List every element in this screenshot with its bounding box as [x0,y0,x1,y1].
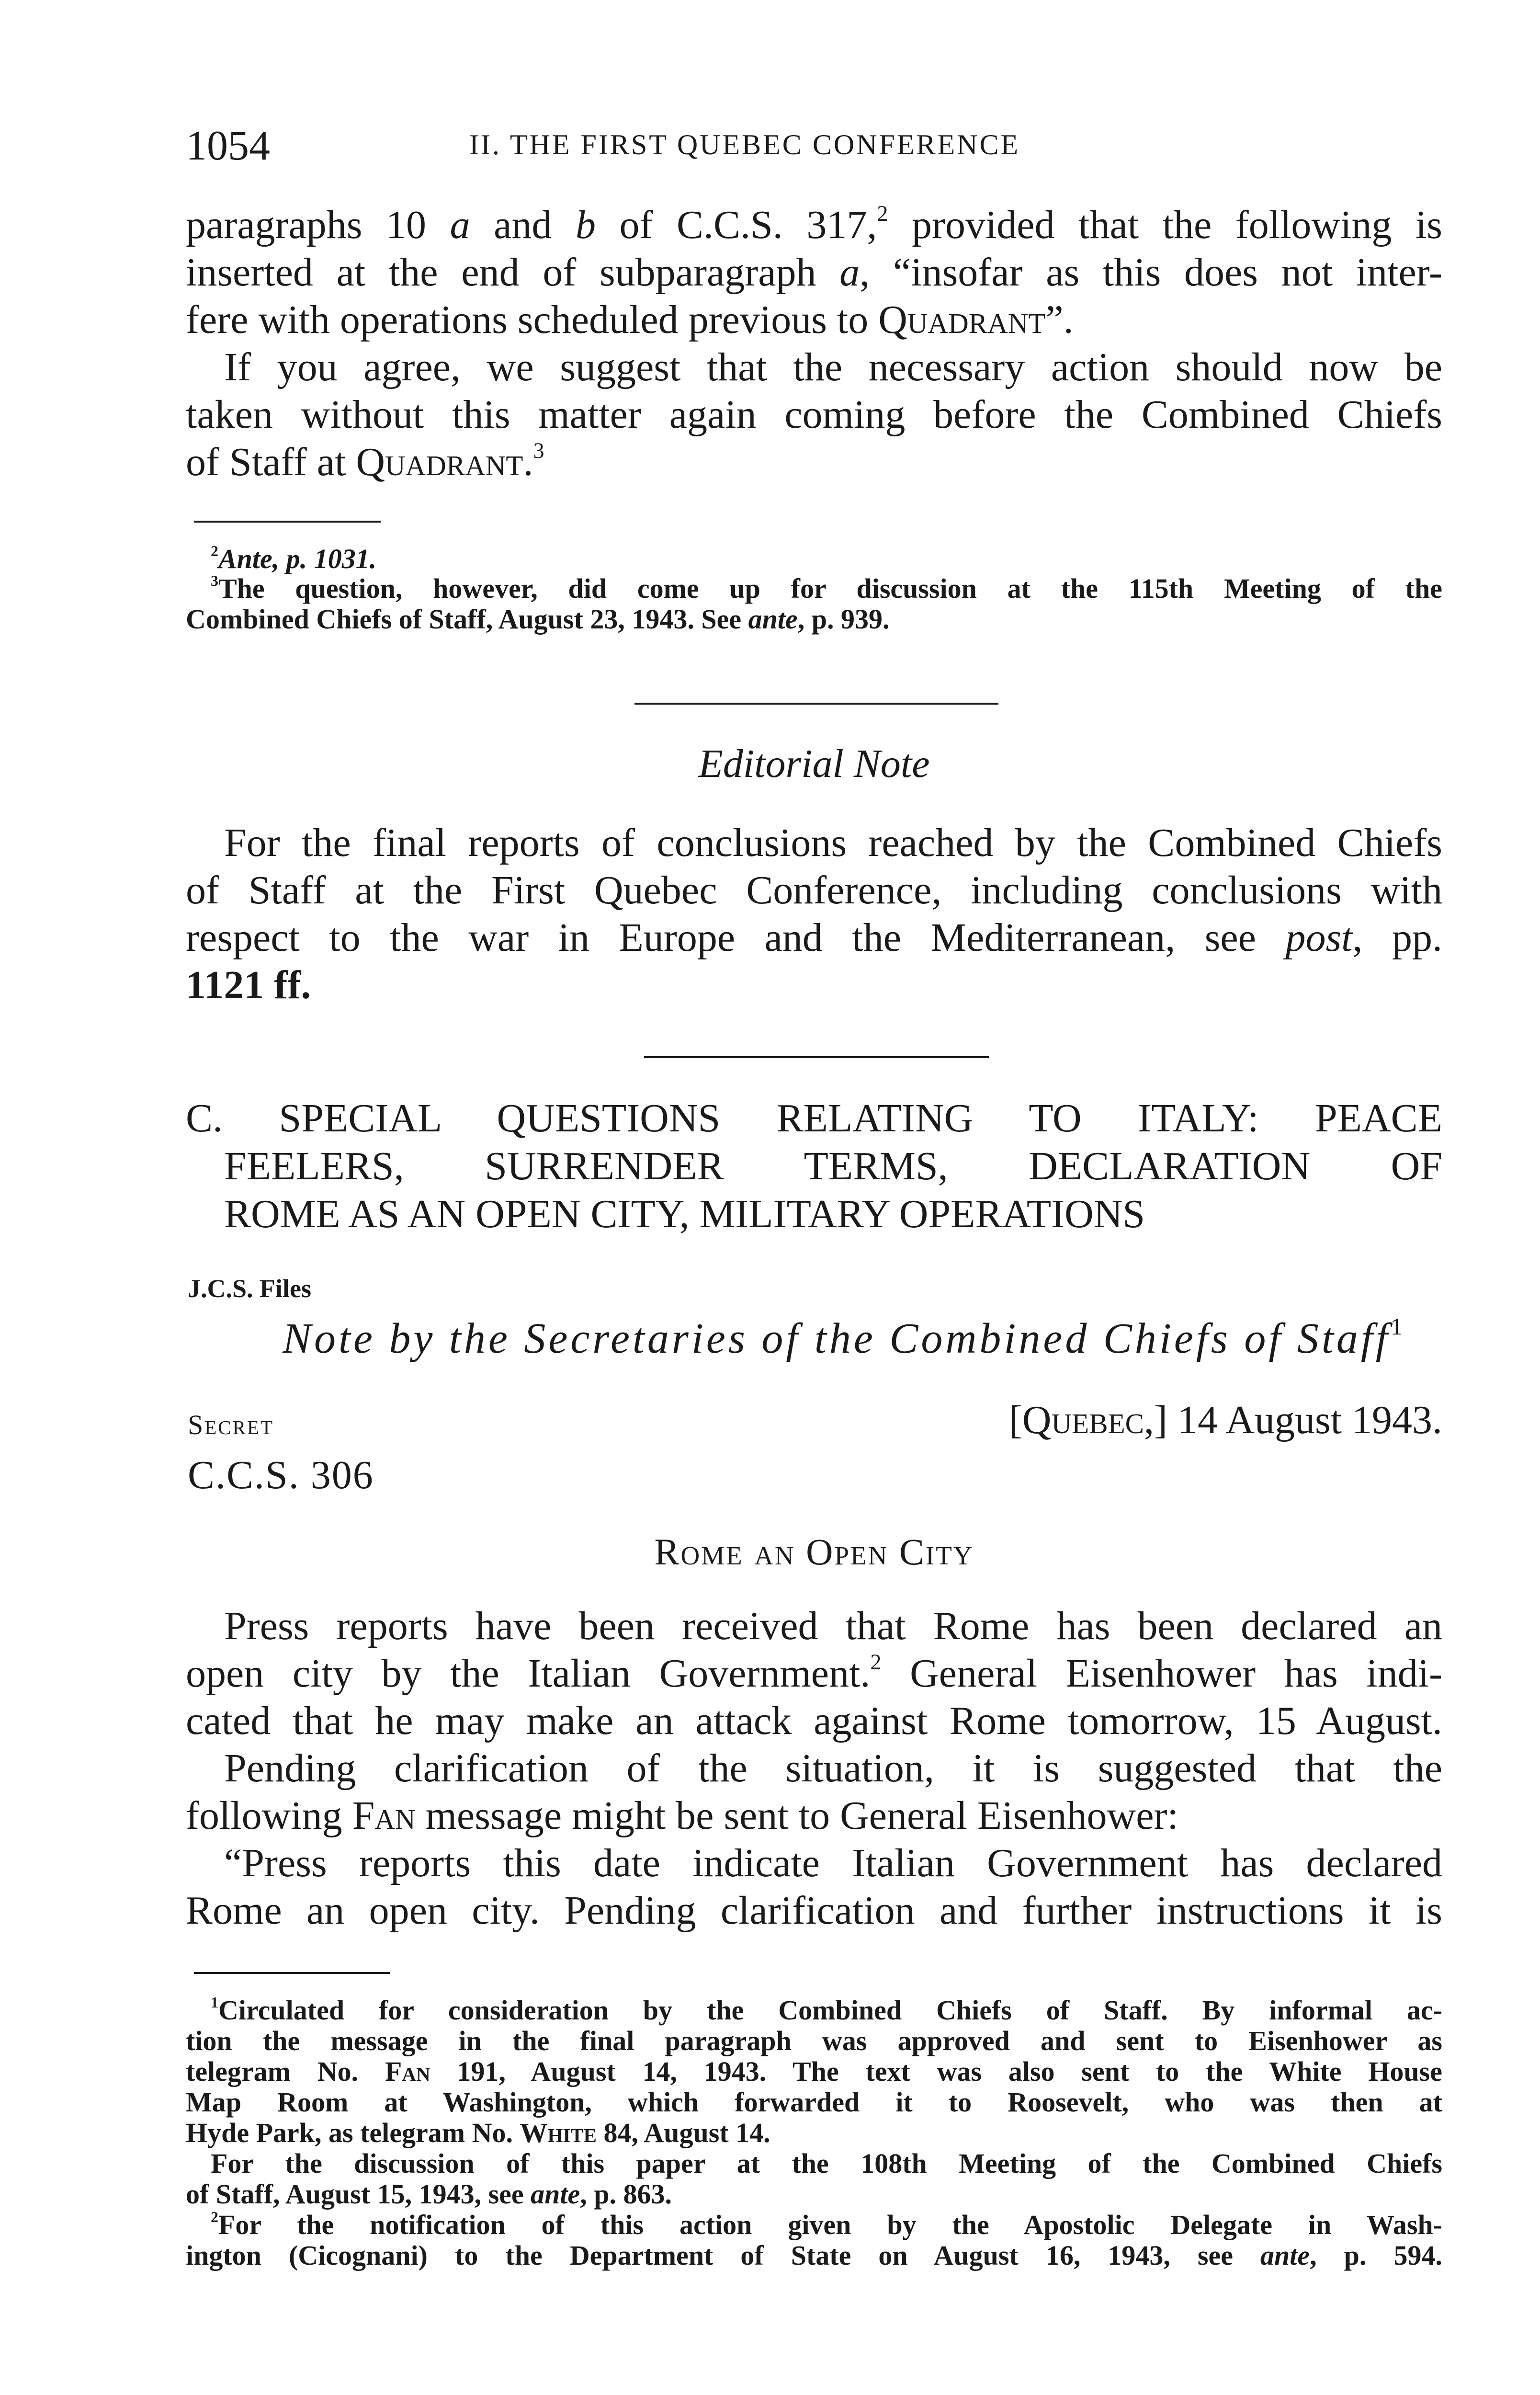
footnote-3-top: $^3$The question, however, did come up for discussion at the 115th Meeting of the Combined Chiefs of Staff, August 23, 1943. See ante, p. 939. [186,572,1442,635]
document-number: C.C.S. 306 [188,1453,374,1497]
section-heading: C. SPECIAL QUESTIONS RELATING TO ITALY: PEACE FEELERS, SURRENDER TERMS, DECLARATION OF ROME AS AN OPEN CITY, MILITARY OPERATIONS [186,1096,1442,1236]
intro-p1-line1: paragraphs 10 a and b of C.C.S. 317,$^2$ provided that the following is [186,201,1442,247]
intro-paragraph-1 [186,201,1442,343]
place-date: [Quebec,] 14 August 1943. [1008,1398,1442,1442]
intro-p2-line2: taken without this matter again coming before the Combined Chiefs [186,392,1442,437]
editorial-heading: Editorial Note [698,741,930,786]
classification: Secret [188,1409,274,1440]
source-label: J.C.S. Files [188,1274,312,1303]
footnote-1-bottom: $^1$Circulated for consideration by the Combined Chiefs of Staff. By informal ac- tion the message in the final paragraph was approved and sent to Eisenhower as telegram No. Fan 191, August 14, 1943. The text was also sent to the White House Map Room at Washington, which forwarded it to Roosevelt, who was then at Hyde Park, as telegram No. White 84, August 14. For the discussion of this paper at the 108th Meeting of the Combined Chiefs of Staff, August 15, 1943, see ante, p. 863. $^2$For the notification of this action given by the Apostolic Delegate in Wash- ington (Cicognani) to the Department of State on August 16, 1943, see ante, p. 594. [186,1994,1442,2271]
document-paragraph-1: Press reports have been received that Rome has been declared an open city by the Italian Government.$^2$ General Eisenhower has indi- cated that he may make an attack against Rome tomorrow, 15 August. [186,1604,1442,1743]
section-divider-2 [644,1056,989,1058]
document-paragraph-3: “Press reports this date indicate Italian Government has declared Rome an open city. Pending clarification and further instructions it is [186,1841,1442,1933]
document-paragraph-2: Pending clarification of the situation, it is suggested that the following Fan message might be sent to General Eisenhower: [186,1746,1442,1838]
intro-p2-line1: If you agree, we suggest that the necessary action should now be [224,345,1442,389]
page-number: 1054 [186,123,270,169]
document-title: Note by the Secretaries of the Combined Chiefs of Staff$^1$ [283,1313,1405,1362]
footnote-2-top: $^2$Ante, p. 1031. [211,542,377,574]
intro-p1-line3: fere with operations scheduled previous to Quadrant”. [186,297,1074,342]
footnote-rule-bottom [194,1972,390,1974]
intro-paragraph-2 [186,343,1442,486]
editorial-text: For the final reports of conclusions reached by the Combined Chiefs of Staff at the First Quebec Conference, including conclusions with respect to the war in Europe and the Mediterranean, see post, pp. 1121 ff. [186,821,1442,1007]
section-divider-1 [634,703,998,705]
intro-p1-line2: inserted at the end of subparagraph a, “insofar as this does not inter- [186,250,1442,295]
intro-p2-line3: of Staff at Quadrant.$^3$ [186,438,544,484]
document-subject: Rome an Open City [654,1531,974,1573]
running-title: II. THE FIRST QUEBEC CONFERENCE [469,129,1020,160]
footnote-rule-top [194,521,381,523]
